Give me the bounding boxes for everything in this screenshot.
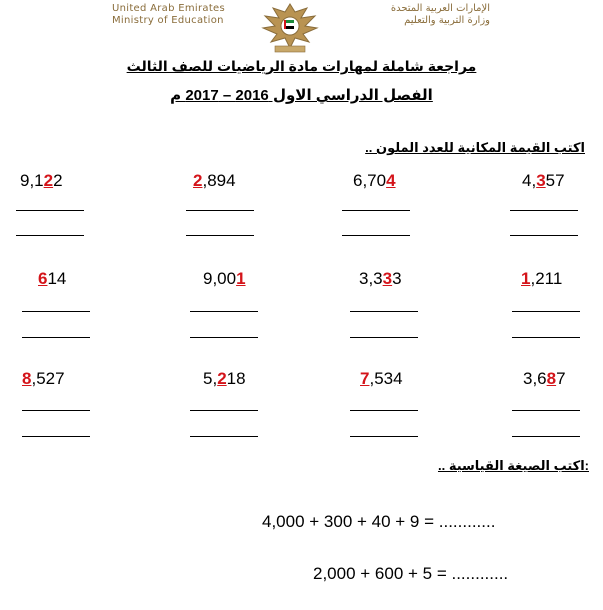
number-r3c1: 8,527 <box>22 369 65 388</box>
answer-line[interactable] <box>510 210 578 211</box>
arabic-header-line-2: وزارة التربية والتعليم <box>404 15 490 26</box>
worksheet-title: مراجعة شاملة لمهارات مادة الرياضيات للصف الثالث <box>126 58 477 74</box>
english-header-line-2: Ministry of Education <box>112 15 224 26</box>
number-r2c2: 9,001 <box>203 269 246 288</box>
answer-line[interactable] <box>350 311 418 312</box>
answer-line[interactable] <box>190 436 258 437</box>
section2-instruction: :اكتب الصيغة القياسية .. <box>437 458 589 473</box>
arabic-header <box>340 3 490 27</box>
answer-line[interactable] <box>190 311 258 312</box>
uae-emblem-icon <box>255 0 325 54</box>
section1-instruction: اكتب القيمة المكانية للعدد الملون .. <box>365 140 585 155</box>
answer-line[interactable] <box>342 210 410 211</box>
number-r3c2: 5,218 <box>203 369 246 388</box>
answer-line[interactable] <box>350 337 418 338</box>
number-r2c4: 1,211 <box>521 269 563 288</box>
number-r3c3: 7,534 <box>360 369 403 388</box>
number-r1c4: 4,357 <box>522 171 565 190</box>
answer-line[interactable] <box>512 436 580 437</box>
arabic-header-line-1: الإمارات العربية المتحدة <box>390 3 490 14</box>
answer-line[interactable] <box>342 235 410 236</box>
number-r1c1: 9,122 <box>20 171 63 190</box>
answer-line[interactable] <box>22 337 90 338</box>
answer-line[interactable] <box>16 235 84 236</box>
answer-line[interactable] <box>22 436 90 437</box>
answer-line[interactable] <box>190 337 258 338</box>
number-r3c4: 3,687 <box>523 369 566 388</box>
number-r2c3: 3,333 <box>359 269 402 288</box>
answer-line[interactable] <box>186 235 254 236</box>
answer-line[interactable] <box>350 410 418 411</box>
number-r1c3: 6,704 <box>353 171 396 190</box>
answer-line[interactable] <box>350 436 418 437</box>
expanded-form-equation-2: 2,000 + 600 + 5 = ............ <box>313 564 509 583</box>
number-r1c2: 2,894 <box>193 171 236 190</box>
answer-line[interactable] <box>190 410 258 411</box>
answer-line[interactable] <box>22 311 90 312</box>
answer-line[interactable] <box>510 235 578 236</box>
answer-line[interactable] <box>512 311 580 312</box>
answer-line[interactable] <box>512 410 580 411</box>
answer-line[interactable] <box>186 210 254 211</box>
english-header-line-1: United Arab Emirates <box>112 3 226 14</box>
english-header <box>112 3 225 27</box>
answer-line[interactable] <box>512 337 580 338</box>
answer-line[interactable] <box>16 210 84 211</box>
worksheet-subtitle: الفصل الدراسي الاول 2016 – 2017 م <box>170 87 433 104</box>
number-r2c1: 614 <box>38 269 67 288</box>
answer-line[interactable] <box>22 410 90 411</box>
expanded-form-equation-1: 4,000 + 300 + 40 + 9 = ............ <box>262 512 496 531</box>
